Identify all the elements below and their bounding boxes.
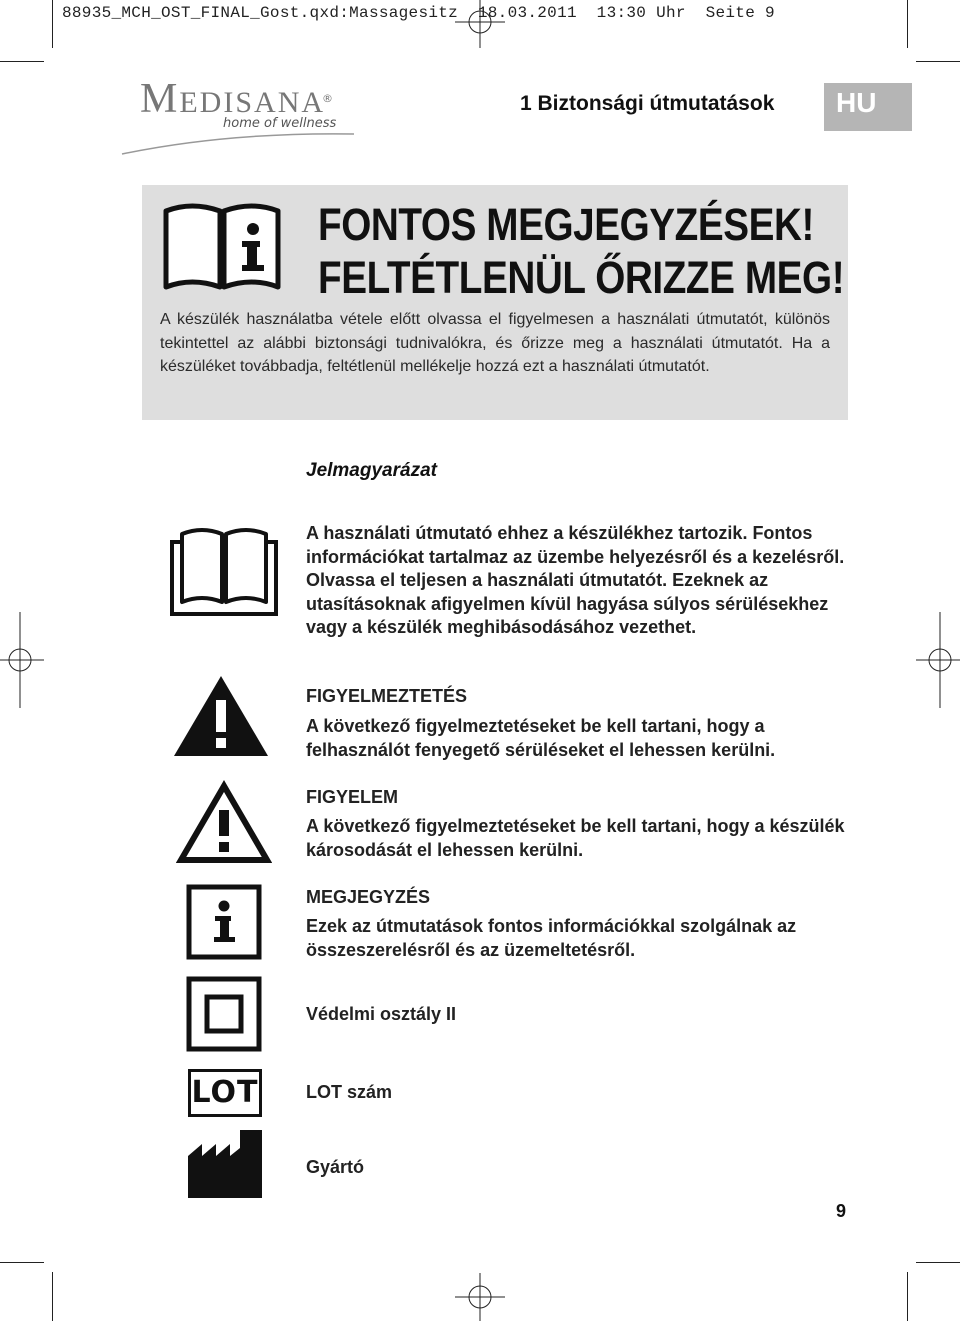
caution-text: A következő figyelmeztetéseket be kell tartani, hogy a készülék károsodását el lehessen kerülni. — [306, 816, 845, 860]
registration-mark-icon — [455, 1273, 505, 1321]
note-text: Ezek az útmutatások fontos információkkal szolgálnak az összeszerelésről és az üzemeltetésről. — [306, 916, 797, 960]
print-header: 88935_MCH_OST_FINAL_Gost.qxd:Massagesitz 18.03.2011 13:30 Uhr Seite 9 — [62, 4, 775, 22]
registration-mark-icon — [455, 0, 505, 48]
manual-text: A használati útmutató ehhez a készülékhez tartozik. Fontos információkat tartalmaz az üzembe helyezésről és a kezelésről. Olvassa el teljesen a használati útmutatót. Ezeknek az utasításoknak afigyelmen kívül hagyása súlyos sérülésekhez vagy a készülék meghibásodásához vezethet. — [306, 523, 845, 637]
notice-body: A készülék használatba vétele előtt olvassa el figyelmesen a használati útmutatót, különös tekintettel az alábbi biztonsági tudnivalókra, és őrizze meg a használati útmutatót. Ha a készüléket továbbadja, feltétlenül mellékelje hozzá ezt a használati útmutatót. — [160, 311, 830, 375]
logo-swoosh-icon — [118, 128, 358, 158]
warning-filled-triangle-icon — [172, 674, 270, 758]
warning-text: A következő figyelmeztetéseket be kell tartani, hogy a felhasználót fenyegető sérüléseket el lehessen kerülni. — [306, 716, 776, 760]
protection-class-text: Védelmi osztály II — [306, 1004, 457, 1024]
section-title: 1 Biztonsági útmutatások — [520, 92, 775, 115]
lot-text: LOT szám — [306, 1082, 393, 1102]
manufacturer-text: Gyártó — [306, 1157, 365, 1177]
notice-heading: FONTOS MEGJEGYZÉSEK! FELTÉTLENÜL ŐRIZZE MEG! — [318, 199, 845, 303]
caution-heading: FIGYELEM — [306, 787, 399, 807]
lot-icon: LOT — [188, 1069, 262, 1117]
legend-title: Jelmagyarázat — [306, 460, 437, 481]
page-number: 9 — [836, 1201, 847, 1221]
registration-mark-icon — [0, 612, 44, 708]
open-book-icon — [170, 524, 278, 616]
note-heading: MEGJEGYZÉS — [306, 887, 431, 907]
double-square-icon — [186, 976, 262, 1052]
registration-mark-icon — [916, 612, 960, 708]
language-badge: HU — [824, 83, 912, 131]
warning-heading: FIGYELMEZTETÉS — [306, 686, 468, 706]
logo-tagline: home of wellness — [223, 116, 337, 131]
warning-outline-triangle-icon — [176, 780, 272, 864]
info-book-icon — [162, 203, 282, 293]
factory-icon — [188, 1130, 262, 1198]
logo-registered: ® — [322, 92, 333, 105]
logo-wordmark: MEDISANA — [140, 76, 326, 122]
info-square-icon — [186, 884, 262, 960]
